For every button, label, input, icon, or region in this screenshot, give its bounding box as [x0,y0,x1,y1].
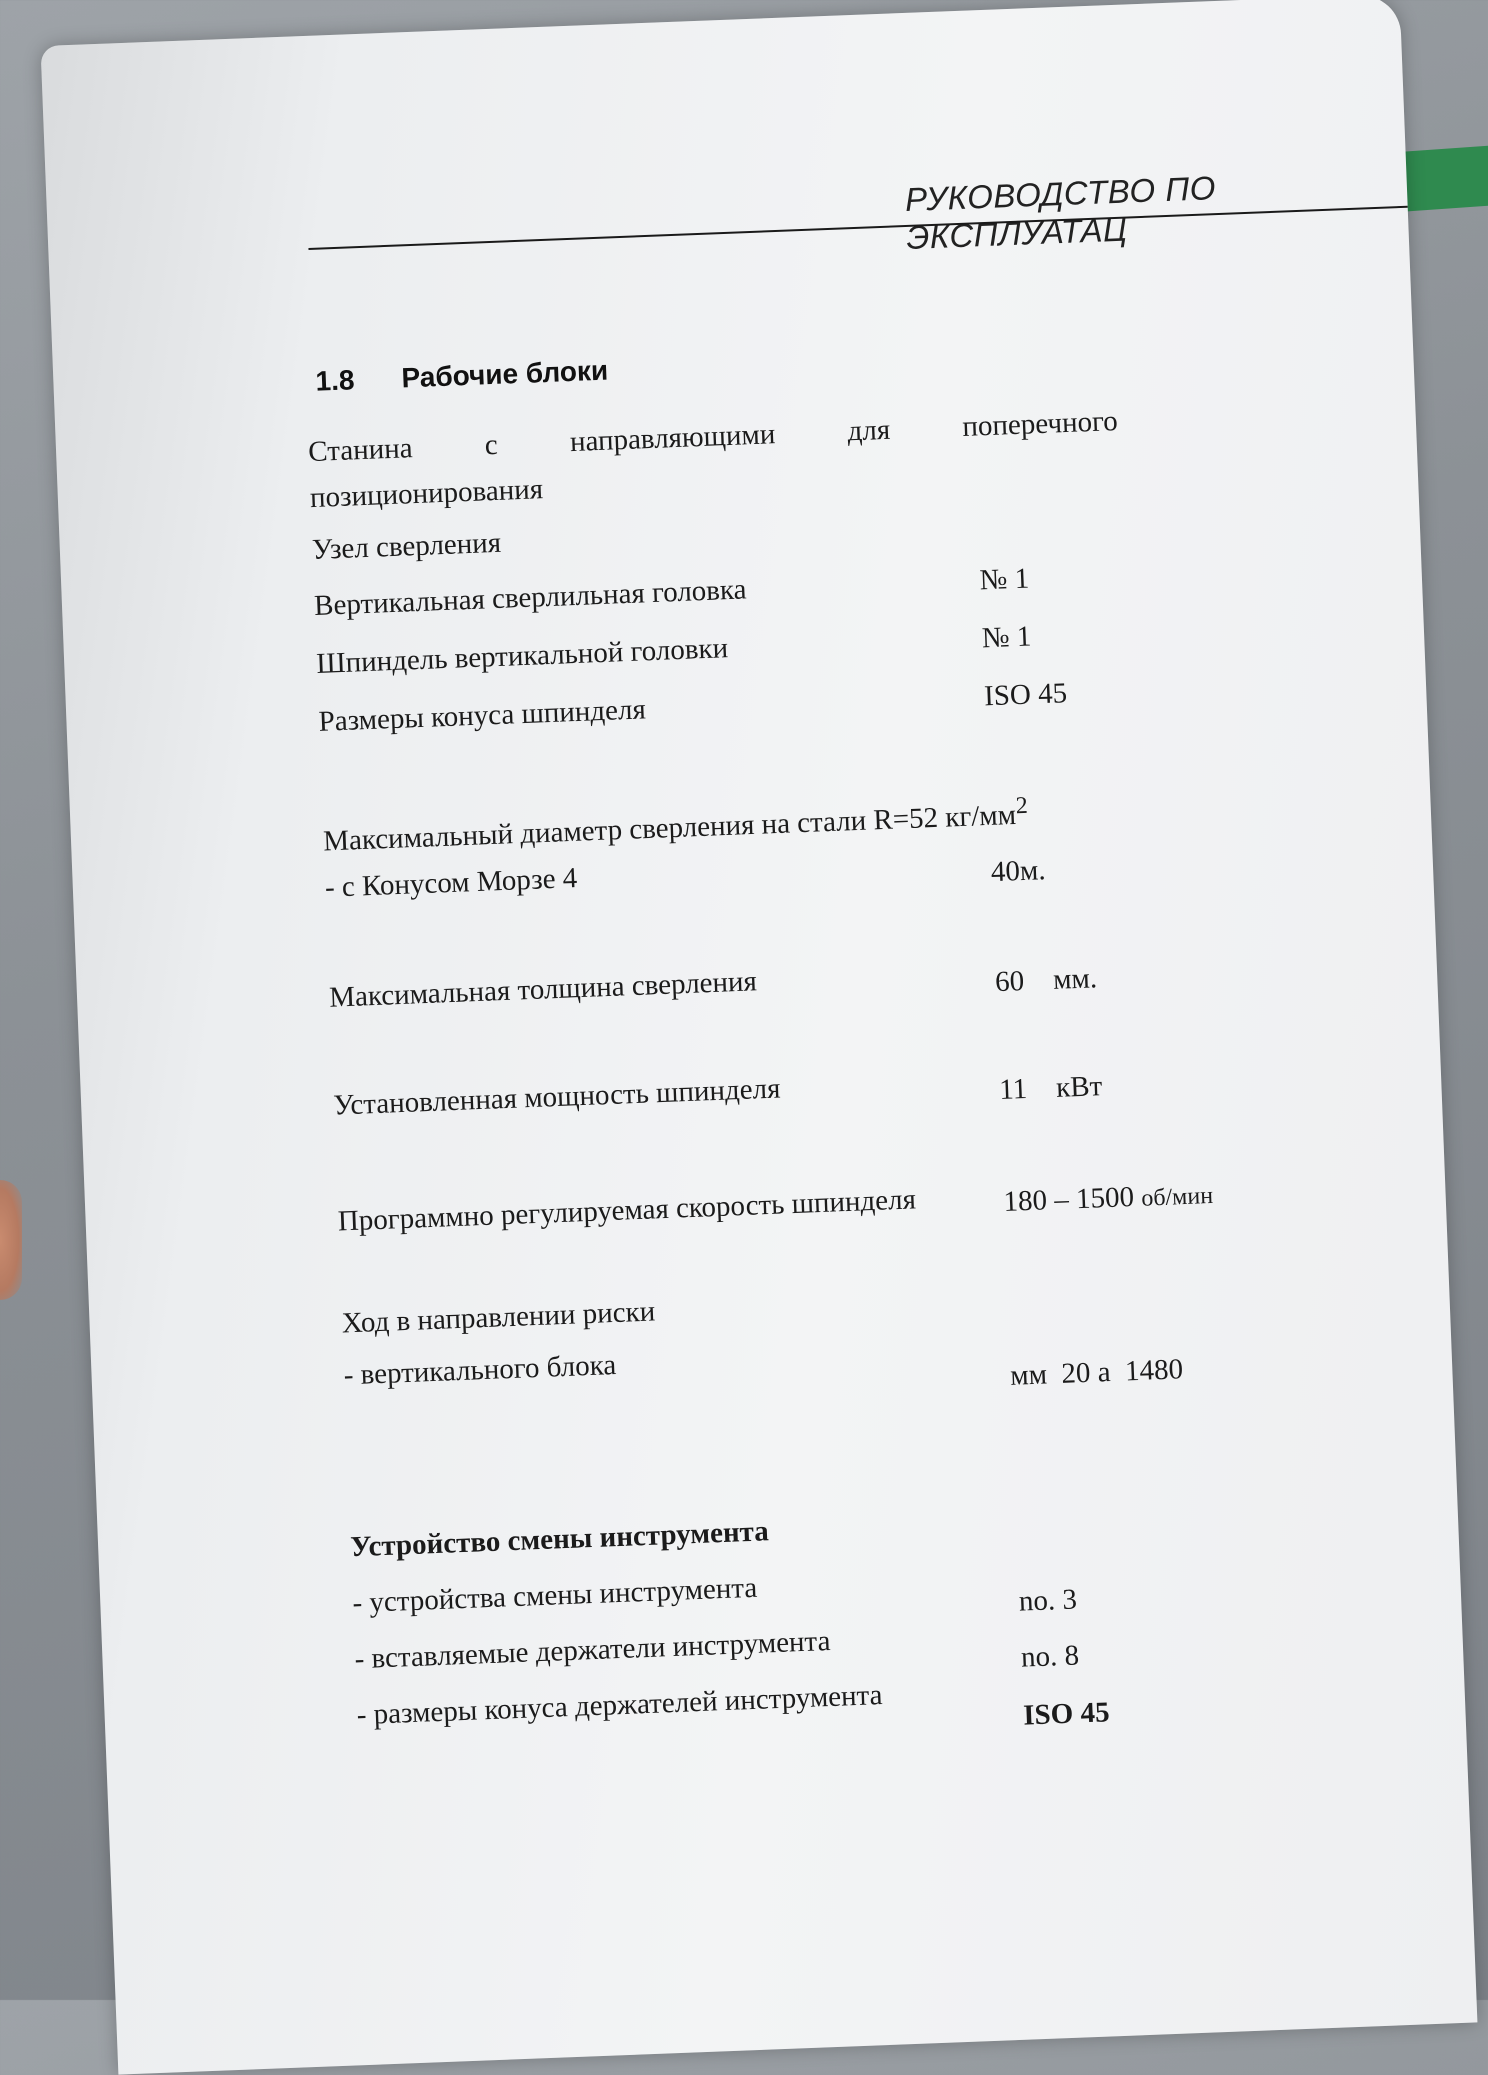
document-page [41,0,1478,2075]
speed-unit: об/мин [1140,1182,1214,1212]
spindle-label: Шпиндель вертикальной головки [315,632,729,680]
tool-change-item-1: - устройства смены инструмента [351,1571,758,1620]
frame-line-2: позиционирования [309,473,544,515]
speed-label: Программно регулируемая скорость шпинделя [337,1183,917,1238]
morse-value: 40м. [990,854,1047,889]
tool-change-item-3: - размеры конуса держателей инструмента [356,1679,884,1732]
tool-change-item-2: - вставляемые держатели инструмента [354,1624,831,1676]
thumb [0,1180,22,1300]
max-diameter-label: Максимальный диаметр сверления на стали R=52 $кг/мм^2$ [322,792,1029,858]
tool-change-value-3: ISO 45 [1022,1696,1111,1732]
stroke-label: Ход в направлении риски [341,1295,656,1340]
max-thickness-label: Максимальная толщина сверления [328,965,758,1014]
section-number: 1.8 [314,364,356,397]
speed-value: 180 – 1500 об/мин [1002,1180,1214,1218]
stroke-value: мм 20 а 1480 [1009,1353,1184,1392]
vertical-head-value: № 1 [979,562,1030,597]
drill-unit-label: Узел сверления [311,526,502,567]
stroke-sub-label: - вертикального блока [343,1348,617,1392]
tool-change-value-1: no. 3 [1018,1583,1078,1618]
tool-change-heading: Устройство смены инструмента [349,1515,770,1564]
power-label: Установленная мощность шпинделя [332,1072,781,1122]
section-heading [315,355,609,398]
power-value: 11 кВт [998,1070,1103,1107]
cone-value: ISO 45 [983,677,1068,713]
vertical-head-label: Вертикальная сверлильная головка [313,573,748,622]
running-header: РУКОВОДСТВО ПО ЭКСПЛУАТАЦ [904,169,1217,256]
morse-label: - с Конусом Морзе 4 [324,862,578,904]
section-title: Рабочие блоки [400,354,609,394]
spindle-value: № 1 [981,620,1032,655]
cone-label: Размеры конуса шпинделя [318,693,647,738]
tool-change-value-2: no. 8 [1020,1639,1080,1674]
frame-line-1: Станина с направляющими для поперечного [307,405,1119,469]
superscript: 2 [1015,792,1029,820]
max-thickness-value: 60 мм. [994,962,1098,999]
